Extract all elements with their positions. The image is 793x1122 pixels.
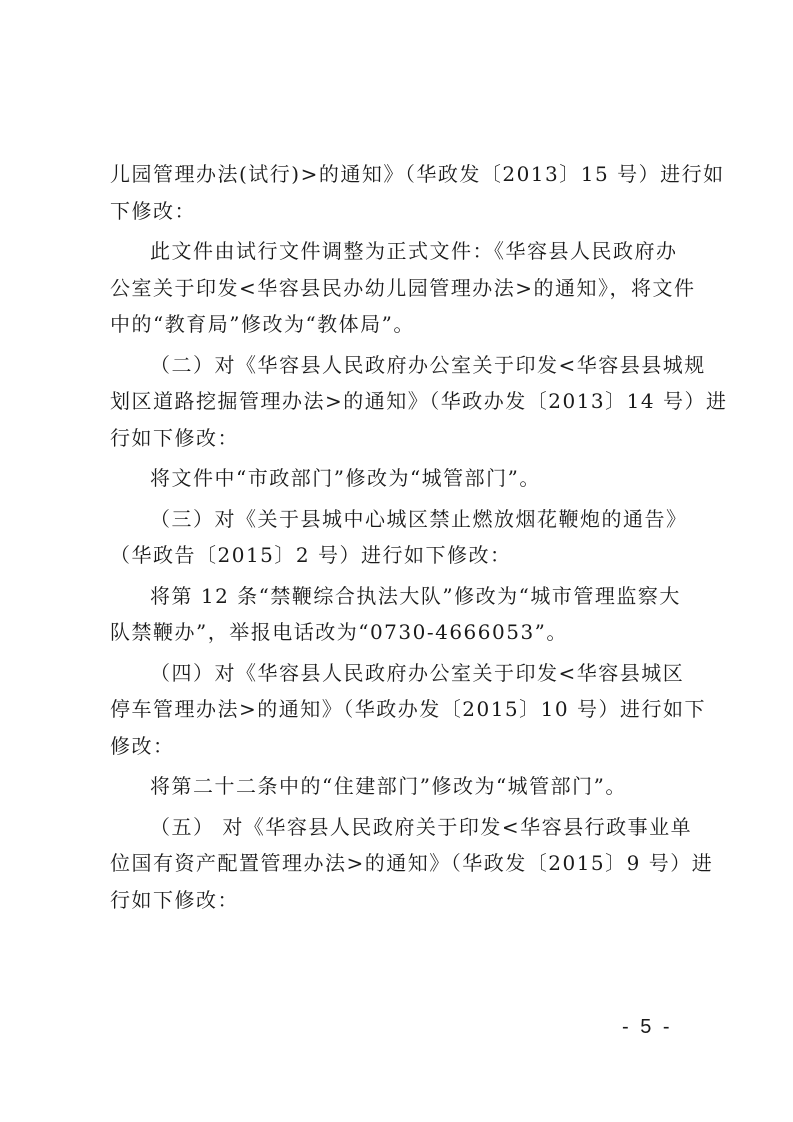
- text-line: 划区道路挖掘管理办法>的通知》（华政办发〔2013〕14 号）进: [110, 389, 728, 413]
- text-line: 行如下修改：: [110, 425, 239, 450]
- paragraph-item-2: [110, 347, 728, 457]
- paragraph-item-3-detail: [110, 578, 690, 651]
- text-line: 行如下修改：: [110, 887, 239, 912]
- text-line: （三）对《关于县城中心城区禁止燃放烟花鞭炮的通告》: [150, 506, 688, 531]
- text-line: 队禁鞭办”，举报电话改为“0730-4666053”。: [110, 620, 568, 644]
- text-line: 位国有资产配置管理办法>的通知》（华政发〔2015〕9 号）进: [110, 851, 714, 875]
- paragraph-1: [110, 233, 696, 343]
- text-line: 将文件中“市政部门”修改为“城管部门”。: [150, 466, 541, 490]
- text-line: 停车管理办法>的通知》（华政办发〔2015〕10 号）进行如下: [110, 697, 706, 721]
- text-line: （华政告〔2015〕2 号）进行如下修改：: [110, 543, 512, 567]
- text-line: （五） 对《华容县人民政府关于印发<华容县行政事业单: [150, 814, 693, 839]
- text-line: 将第二十二条中的“住建部门”修改为“城管部门”。: [150, 774, 627, 798]
- text-line: 儿园管理办法(试行)>的通知》（华政发〔2013〕15 号）进行如: [110, 162, 725, 186]
- paragraph-item-4-detail: [110, 768, 690, 805]
- text-line: 将第 12 条“禁鞭综合执法大队”修改为“城市管理监察大: [150, 583, 681, 608]
- page-number: - 5 -: [622, 1016, 673, 1038]
- paragraph-item-4: [110, 655, 706, 765]
- paragraph-item-3: [110, 501, 690, 574]
- text-line: 中的“教育局”修改为“教体局”。: [110, 312, 415, 336]
- paragraph-continuation: [110, 156, 725, 229]
- paragraph-item-2-detail: [110, 460, 690, 497]
- paragraph-item-5: [110, 809, 714, 919]
- text-line: （四）对《华容县人民政府办公室关于印发<华容县城区: [150, 660, 685, 685]
- document-body: [110, 156, 728, 922]
- text-line: 公室关于印发<华容县民办幼儿园管理办法>的通知》，将文件: [110, 275, 696, 300]
- text-line: 修改：: [110, 733, 175, 758]
- text-line: 此文件由试行文件调整为正式文件：《华容县人民政府办: [150, 239, 678, 263]
- text-line: （二）对《华容县人民政府办公室关于印发<华容县县城规: [150, 352, 706, 377]
- text-line: 下修改：: [110, 198, 196, 223]
